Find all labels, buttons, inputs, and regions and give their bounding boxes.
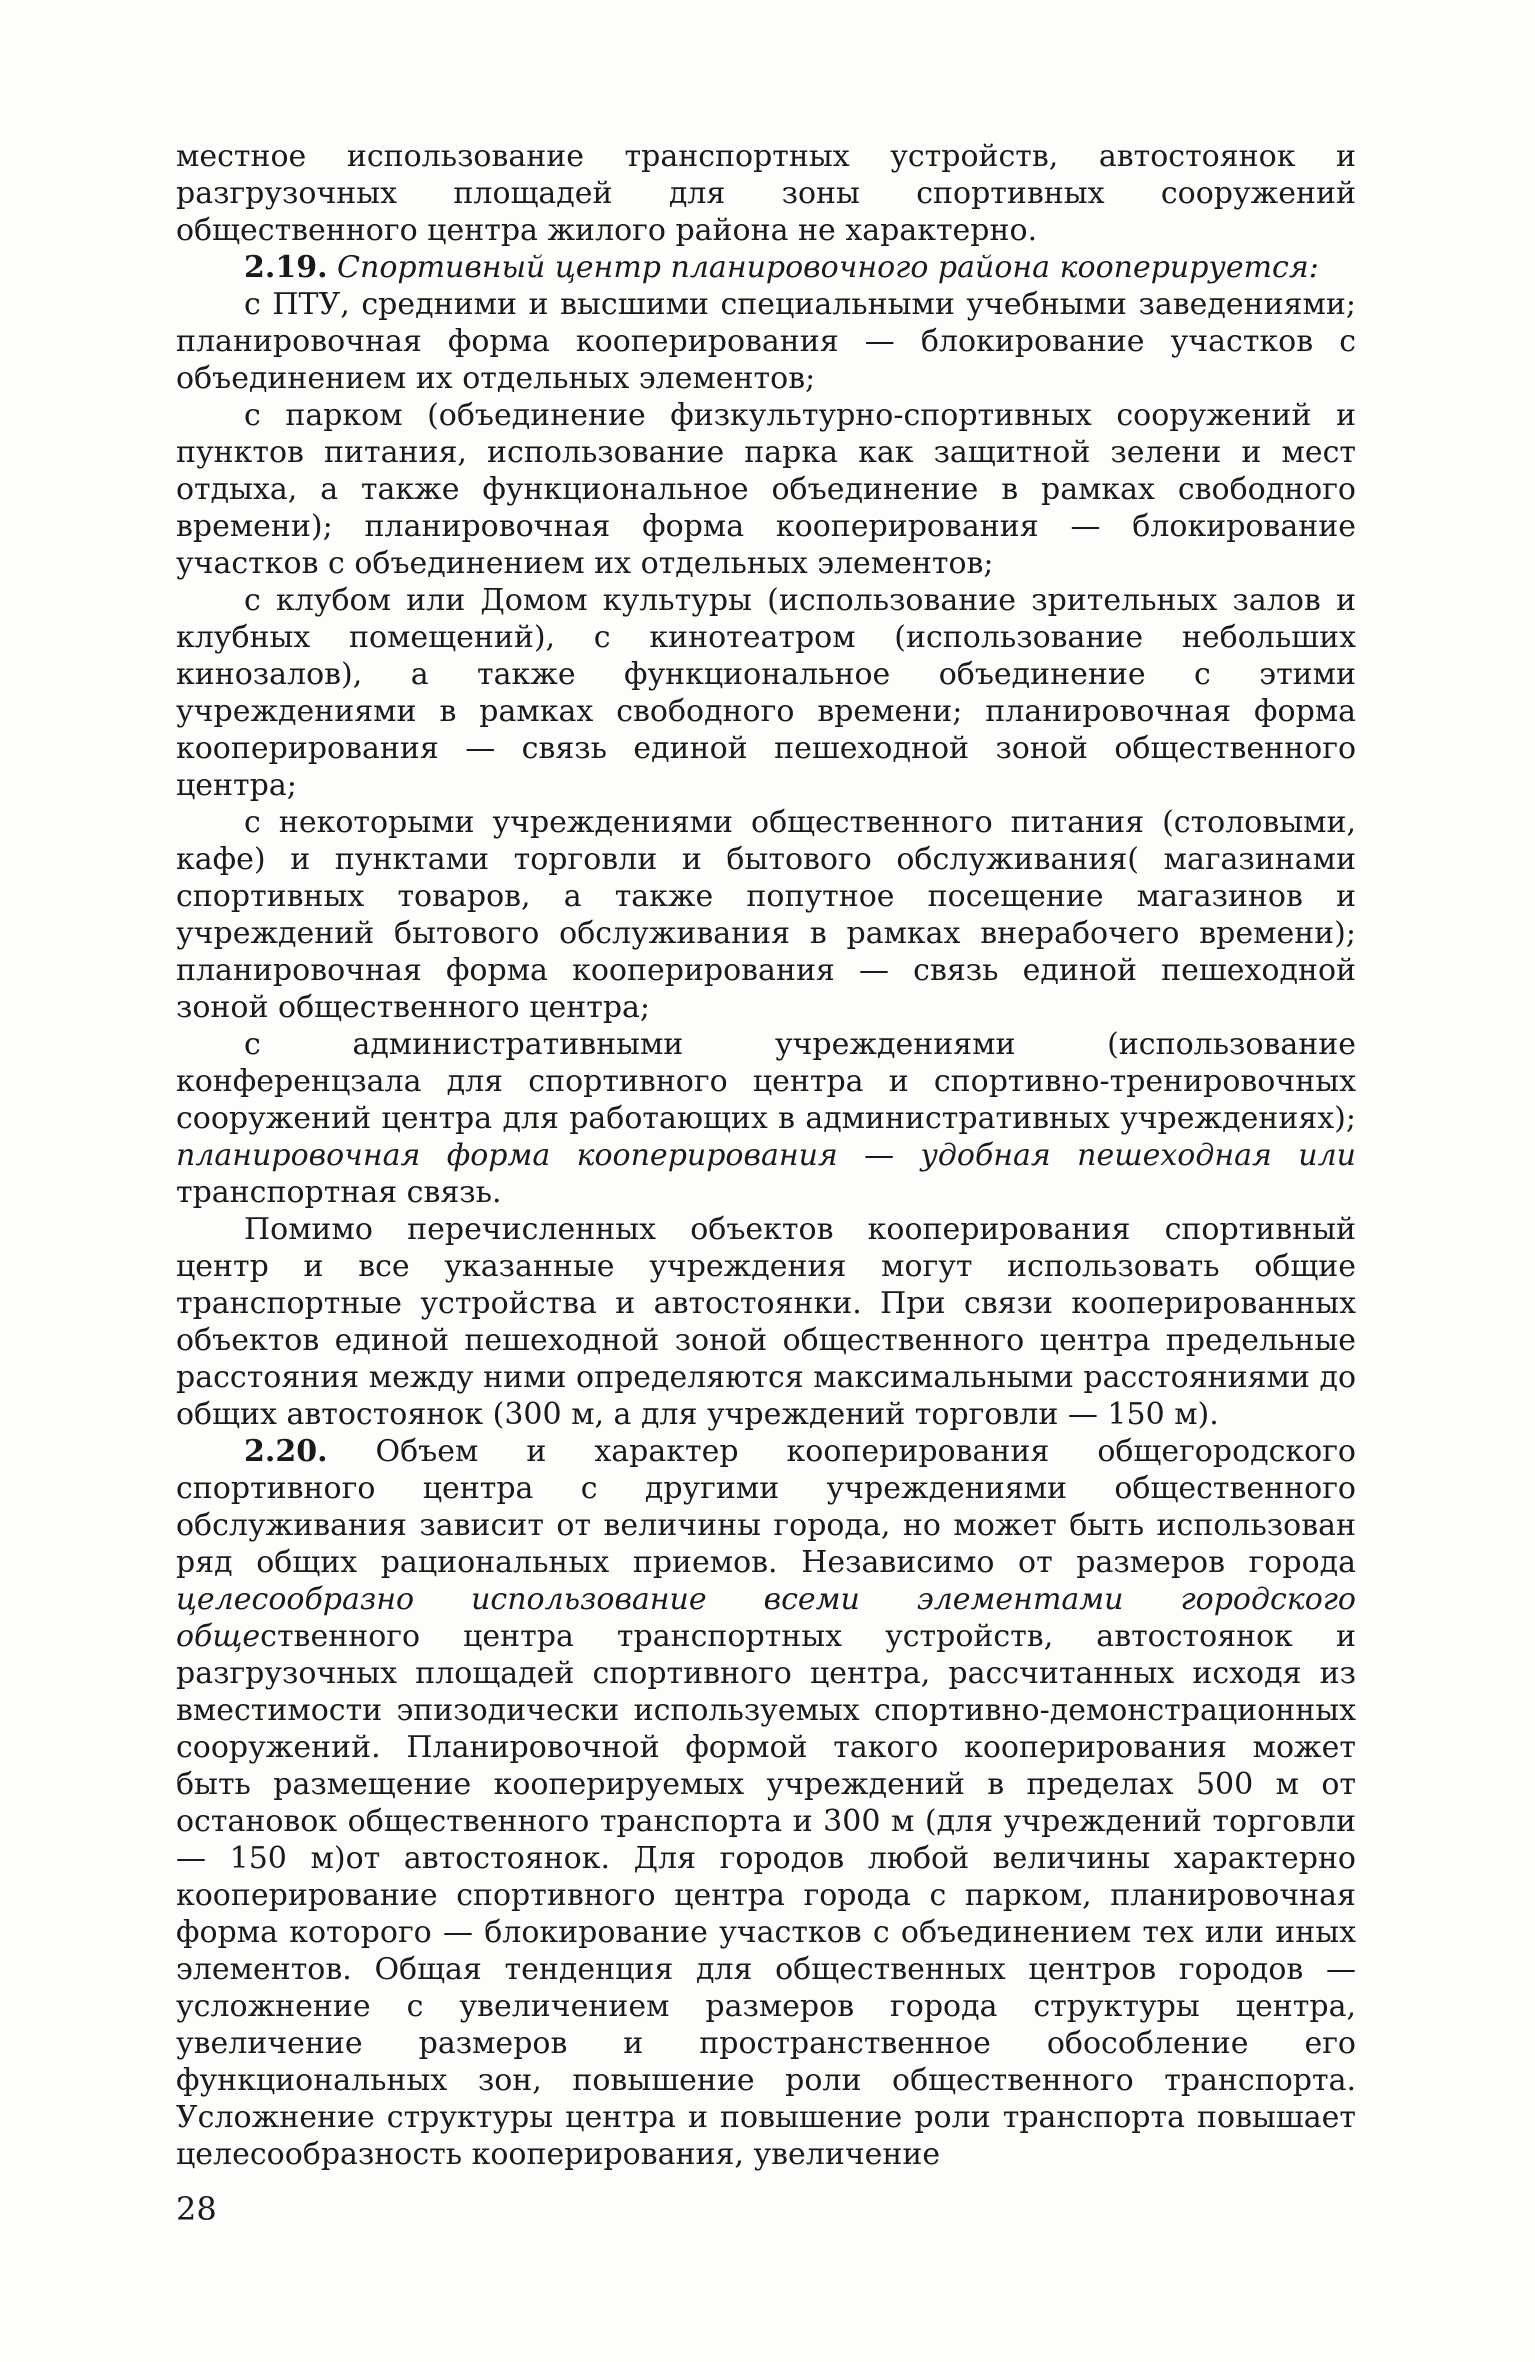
italic-text: планировочная форма кооперирования — удобная пешеходная или — [176, 1138, 1356, 1173]
paragraph — [176, 1433, 1356, 2173]
page-number: 28 — [176, 2190, 217, 2228]
paragraph — [176, 1026, 1356, 1211]
body-text: Объем и характер кооперирования общегородского спортивного центра с другими учреждениями общественного обслуживания зависит от величины города, но может быть использован ряд общих рациональных приемов. Независимо от размеров города — [176, 1434, 1356, 1580]
paragraph — [176, 804, 1356, 1026]
body-text: Помимо перечисленных объектов кооперирования спортивный центр и все указанные учреждения могут использовать общие транспортные устройства и автостоянки. При связи кооперированных объектов единой пешеходной зоной общественного центра предельные расстояния между ними определяются максимальными расстояниями до общих автостоянок (300 м, а для учреждений торговли — 150 м). — [176, 1212, 1356, 1432]
paragraph — [176, 286, 1356, 397]
italic-text: Спортивный центр планировочного района кооперируется: — [327, 250, 1319, 285]
text-column — [176, 138, 1356, 2173]
body-text: с клубом или Домом культуры (использование зрительных залов и клубных помещений), с кинотеатром (использование небольших кинозалов), а также функциональное объединение с этими учреждениями в рамках свободного времени; планировочная форма кооперирования — связь единой пешеходной зоной общественного центра; — [176, 583, 1356, 803]
body-text: с административными учреждениями (использование конференцзала для спортивного центра и спортивно-тренировочных сооружений центра для работающих в административных учреждениях); — [176, 1027, 1356, 1136]
body-text: с парком (объединение физкультурно-спортивных сооружений и пунктов питания, использование парка как защитной зелени и мест отдыха, а также функциональное объединение в рамках свободного времени); планировочная форма кооперирования — блокирование участков с объединением их отдельных элементов; — [176, 398, 1356, 581]
paragraph — [176, 249, 1356, 286]
section-number: 2.19. — [244, 250, 328, 285]
paragraph — [176, 138, 1356, 249]
paragraph — [176, 397, 1356, 582]
body-text: с некоторыми учреждениями общественного питания (столовыми, кафе) и пунктами торговли и бытового обслуживания( магазинами спортивных товаров, а также попутное посещение магазинов и учреждений бытового обслуживания в рамках внерабочего времени); планировочная форма кооперирования — связь единой пешеходной зоной общественного центра; — [176, 805, 1356, 1025]
section-number: 2.20. — [244, 1434, 328, 1469]
paragraph — [176, 1211, 1356, 1433]
body-text: транспортная связь. — [176, 1175, 502, 1210]
italic-text: целесообразно использование всеми элементами городского обще — [176, 1582, 1356, 1654]
body-text: ственного центра транспортных устройств, автостоянок и разгрузочных площадей спортивного центра, рассчитанных исходя из вместимости эпизодически используемых спортивно-демонстрационных сооружений. Планировочной формой такого кооперирования может быть размещение кооперируемых учреждений в пределах 500 м от остановок общественного транспорта и 300 м (для учреждений торговли — 150 м)от автостоянок. Для городов любой величины характерно кооперирование спортивного центра города с парком, планировочная форма которого — блокирование участков с объединением тех или иных элементов. Общая тенденция для общественных центров городов — усложнение с увеличением размеров города структуры центра, увеличение размеров и пространственное обособление его функциональных зон, повышение роли общественного транспорта. Усложнение структуры центра и повышение роли транспорта повышает целесообразность кооперирования, увеличение — [176, 1619, 1356, 2172]
body-text: местное использование транспортных устройств, автостоянок и разгрузочных площадей для зоны спортивных сооружений общественного центра жилого района не характерно. — [176, 139, 1356, 248]
paragraph — [176, 582, 1356, 804]
body-text: с ПТУ, средними и высшими специальными учебными заведениями; планировочная форма кооперирования — блокирование участков с объединением их отдельных элементов; — [176, 287, 1356, 396]
